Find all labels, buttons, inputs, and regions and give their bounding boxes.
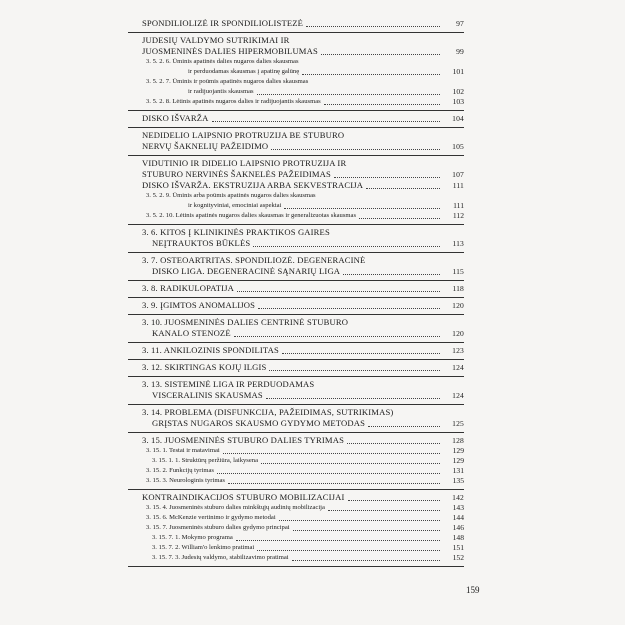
toc-entry-title: DISKO LIGA. DEGENERACINĖ SĄNARIŲ LIGA — [152, 266, 341, 276]
dot-leader — [237, 290, 440, 292]
toc-heading-line — [142, 328, 464, 339]
toc-entry — [128, 33, 464, 111]
toc-entry-title: 3. 15. 6. McKenzie vertinimo ir gydymo metodai — [146, 514, 276, 521]
toc-entry — [128, 490, 464, 567]
toc-entry-title: DISKO IŠVARŽA. EKSTRUZIJA ARBA SEKVESTRACIJA — [142, 180, 364, 190]
toc-entry — [128, 315, 464, 343]
toc-entry-title: 3. 10. JUOSMENINĖS DALIES CENTRINĖ STUBURO — [142, 317, 349, 327]
dot-leader — [321, 53, 440, 55]
toc-entry-page: 104 — [452, 114, 464, 123]
toc-entry — [128, 433, 464, 490]
toc-subentry-line — [142, 543, 464, 553]
toc-entry — [128, 281, 464, 298]
toc-entry-title: KANALO STENOZĖ — [152, 328, 231, 338]
dot-leader — [306, 25, 440, 27]
toc-heading-line — [142, 130, 464, 141]
toc-entry — [128, 405, 464, 433]
toc-heading-line — [142, 18, 464, 29]
dot-leader — [279, 519, 440, 521]
toc-entry-page: 115 — [452, 267, 464, 276]
toc-subentry-line — [142, 476, 464, 486]
dot-leader — [302, 73, 440, 75]
toc-entry-title: 3. 6. KITOS Į KLINIKINĖS PRAKTIKOS GAIRES — [142, 227, 330, 237]
toc-entry-title: KONTRAINDIKACIJOS STUBURO MOBILIZACIJAI — [142, 492, 345, 502]
toc-entry-page: 120 — [452, 301, 464, 310]
dot-leader — [347, 442, 440, 444]
toc-subentry-line — [142, 446, 464, 456]
toc-entry-title: VISCERALINIS SKAUSMAS — [152, 390, 263, 400]
toc-entry-title: ir perduodamas skausmas į apatinę galūnę — [188, 68, 300, 75]
toc-heading-line — [142, 317, 464, 328]
toc-entry-page: 125 — [452, 419, 464, 428]
toc-entry-title: 3. 12. SKIRTINGAS KOJŲ ILGIS — [142, 362, 267, 372]
toc-entry-title: 3. 15. 7. Juosmeninės stuburo dalies gydymo principai — [146, 524, 290, 531]
toc-entry-page: 112 — [452, 211, 464, 220]
toc-entry-title: 3. 15. 3. Neurologinis tyrimas — [146, 477, 225, 484]
toc-entry-page: 129 — [452, 456, 464, 465]
dot-leader — [348, 499, 440, 501]
dot-leader — [261, 462, 440, 464]
toc-subentry-line — [142, 503, 464, 513]
toc-entry-title: 3. 14. PROBLEMA (DISFUNKCIJA, PAŽEIDIMAS, SUTRIKIMAS) — [142, 407, 394, 417]
toc-entry-title: 3. 15. 2. Funkcijų tyrimas — [146, 467, 214, 474]
toc-subentry-line — [142, 201, 464, 211]
toc-entry-title: 3. 9. ĮGIMTOS ANOMALIJOS — [142, 300, 256, 310]
toc-entry-page: 120 — [452, 329, 464, 338]
toc-heading-line — [142, 379, 464, 390]
toc-entry-page: 152 — [452, 553, 464, 562]
toc-entry — [128, 128, 464, 156]
toc-entry-title: 3. 15. 1. 1. Struktūrų peržiūra, laikysena — [152, 457, 259, 464]
toc-entry-title: NEDIDELIO LAIPSNIO PROTRUZIJA BE STUBURO — [142, 130, 345, 140]
toc-subentry-line — [142, 57, 464, 67]
toc-entry-title: 3. 11. ANKILOZINIS SPONDILITAS — [142, 345, 279, 355]
toc-entry-title: 3. 13. SISTEMINĖ LIGA IR PERDUODAMAS — [142, 379, 315, 389]
dot-leader — [293, 529, 440, 531]
toc-heading-line — [142, 158, 464, 169]
toc-heading-line — [142, 407, 464, 418]
toc-subentry-line — [142, 513, 464, 523]
toc-entry-page: 144 — [452, 513, 464, 522]
toc-entry-page: 142 — [452, 493, 464, 502]
dot-leader — [212, 120, 441, 122]
dot-leader — [266, 397, 440, 399]
toc-heading-line — [142, 227, 464, 238]
dot-leader — [271, 148, 440, 150]
toc-entry-page: 97 — [456, 19, 464, 28]
toc-entry-title: DISKO IŠVARŽA — [142, 113, 209, 123]
toc-heading-line — [142, 390, 464, 401]
toc-entry-page: 131 — [452, 466, 464, 475]
toc-entry-page: 111 — [452, 181, 464, 190]
toc-entry-title: GRĮSTAS NUGAROS SKAUSMO GYDYMO METODAS — [152, 418, 366, 428]
toc-entry-page: 118 — [452, 284, 464, 293]
toc-heading-line — [142, 35, 464, 46]
dot-leader — [257, 549, 440, 551]
toc-subentry-line — [142, 466, 464, 476]
toc-entry — [128, 377, 464, 405]
toc-heading-line — [142, 141, 464, 152]
toc-subentry-line — [142, 211, 464, 221]
dot-leader — [284, 207, 440, 209]
toc-entry-page: 103 — [452, 97, 464, 106]
dot-leader — [258, 307, 440, 309]
toc-entry-page: 129 — [452, 446, 464, 455]
toc-entry-page: 101 — [452, 67, 464, 76]
toc-entry-page: 123 — [452, 346, 464, 355]
toc-heading-line — [142, 255, 464, 266]
toc-subentry-line — [142, 77, 464, 87]
dot-leader — [343, 273, 440, 275]
dot-leader — [324, 103, 440, 105]
toc-entry-title: 3. 15. 7. 1. Mokymo programa — [152, 534, 233, 541]
toc-subentry-line — [142, 553, 464, 563]
toc-entry-title: NEĮTRAUKTOS BŪKLĖS — [152, 238, 251, 248]
toc-heading-line — [142, 435, 464, 446]
dot-leader — [223, 452, 440, 454]
toc-entry-title: 3. 7. OSTEOARTRITAS. SPONDILIOZĖ. DEGENERACINĖ — [142, 255, 366, 265]
toc-heading-line — [142, 283, 464, 294]
toc-entry-title: 3. 8. RADIKULOPATIJA — [142, 283, 234, 293]
toc-heading-line — [142, 362, 464, 373]
toc-entry-page: 111 — [453, 201, 464, 210]
toc-heading-line — [142, 266, 464, 277]
toc-entry — [128, 16, 464, 33]
toc-entry-page: 146 — [452, 523, 464, 532]
toc-heading-line — [142, 238, 464, 249]
toc-entry — [128, 343, 464, 360]
toc-heading-line — [142, 180, 464, 191]
dot-leader — [292, 559, 440, 561]
toc-entry — [128, 360, 464, 377]
toc-entry-page: 124 — [452, 363, 464, 372]
dot-leader — [236, 539, 440, 541]
toc-subentry-line — [142, 456, 464, 466]
toc-entry-title: 3. 5. 2. 9. Ūminis arba poūmis apatinės nugaros dalies skausmas — [146, 192, 316, 199]
toc-entry-title: 3. 15. JUOSMENINĖS STUBURO DALIES TYRIMAS — [142, 435, 344, 445]
toc-entry-title: 3. 5. 2. 6. Ūminis apatinės dalies nugaros dalies skausmas — [146, 58, 299, 65]
toc-entry-title: 3. 15. 7. 2. William'o lenkimo pratimai — [152, 544, 255, 551]
dot-leader — [366, 187, 440, 189]
toc-entry-page: 113 — [452, 239, 464, 248]
page-number: 159 — [466, 585, 480, 595]
toc-entry-page: 124 — [452, 391, 464, 400]
table-of-contents — [128, 16, 464, 567]
toc-entry-page: 105 — [452, 142, 464, 151]
dot-leader — [257, 93, 440, 95]
toc-entry-page: 107 — [452, 170, 464, 179]
toc-entry-title: 3. 5. 2. 10. Lėtinis apatinės nugaros dalies skausmas ir generalizuotas skausmas — [146, 212, 357, 219]
dot-leader — [234, 335, 440, 337]
dot-leader — [253, 245, 440, 247]
toc-entry-page: 128 — [452, 436, 464, 445]
toc-heading-line — [142, 345, 464, 356]
toc-entry-title: ir kognityviniai, emociniai aspektai — [188, 202, 282, 209]
toc-entry-page: 99 — [456, 47, 464, 56]
toc-entry-title: JUDESIŲ VALDYMO SUTRIKIMAI IR — [142, 35, 290, 45]
toc-entry-title: NERVŲ ŠAKNELIŲ PAŽEIDIMO — [142, 141, 269, 151]
toc-entry-title: 3. 5. 2. 8. Lėtinis apatinės nugaros dalies ir radijuojantis skausmas — [146, 98, 321, 105]
toc-subentry-line — [142, 523, 464, 533]
toc-entry-title: 3. 15. 1. Testai ir matavimai — [146, 447, 220, 454]
toc-entry-title: JUOSMENINĖS DALIES HIPERMOBILUMAS — [142, 46, 318, 56]
toc-subentry-line — [142, 67, 464, 77]
dot-leader — [334, 176, 440, 178]
toc-entry — [128, 253, 464, 281]
toc-entry — [128, 298, 464, 315]
toc-entry-page: 102 — [452, 87, 464, 96]
toc-subentry-line — [142, 191, 464, 201]
toc-heading-line — [142, 418, 464, 429]
toc-entry — [128, 156, 464, 225]
toc-entry-title: 3. 15. 4. Juosmeninės stuburo dalies minkštųjų audinių mobilizacija — [146, 504, 325, 511]
toc-heading-line — [142, 169, 464, 180]
toc-subentry-line — [142, 533, 464, 543]
toc-entry-title: STUBURO NERVINĖS ŠAKNELĖS PAŽEIDIMAS — [142, 169, 331, 179]
toc-entry-page: 148 — [452, 533, 464, 542]
dot-leader — [217, 472, 440, 474]
toc-entry-title: 3. 5. 2. 7. Ūminis ir poūmis apatinės nugaros dalies skausmas — [146, 78, 309, 85]
toc-heading-line — [142, 492, 464, 503]
toc-entry-title: 3. 15. 7. 3. Judesių valdymo, stabilizavimo pratimai — [152, 554, 289, 561]
toc-entry-page: 143 — [452, 503, 464, 512]
dot-leader — [228, 482, 440, 484]
toc-entry-title: VIDUTINIO IR DIDELIO LAIPSNIO PROTRUZIJA IR — [142, 158, 347, 168]
toc-subentry-line — [142, 87, 464, 97]
toc-heading-line — [142, 113, 464, 124]
dot-leader — [368, 425, 440, 427]
toc-entry — [128, 111, 464, 128]
dot-leader — [282, 352, 440, 354]
toc-entry-title: SPONDILIOLIZĖ IR SPONDILIOLISTEZĖ — [142, 18, 304, 28]
toc-heading-line — [142, 300, 464, 311]
dot-leader — [328, 509, 440, 511]
dot-leader — [269, 369, 440, 371]
toc-entry-page: 135 — [452, 476, 464, 485]
dot-leader — [359, 217, 440, 219]
toc-entry — [128, 225, 464, 253]
toc-heading-line — [142, 46, 464, 57]
toc-entry-page: 151 — [452, 543, 464, 552]
toc-subentry-line — [142, 97, 464, 107]
toc-entry-title: ir radijuojantis skausmas — [188, 88, 254, 95]
